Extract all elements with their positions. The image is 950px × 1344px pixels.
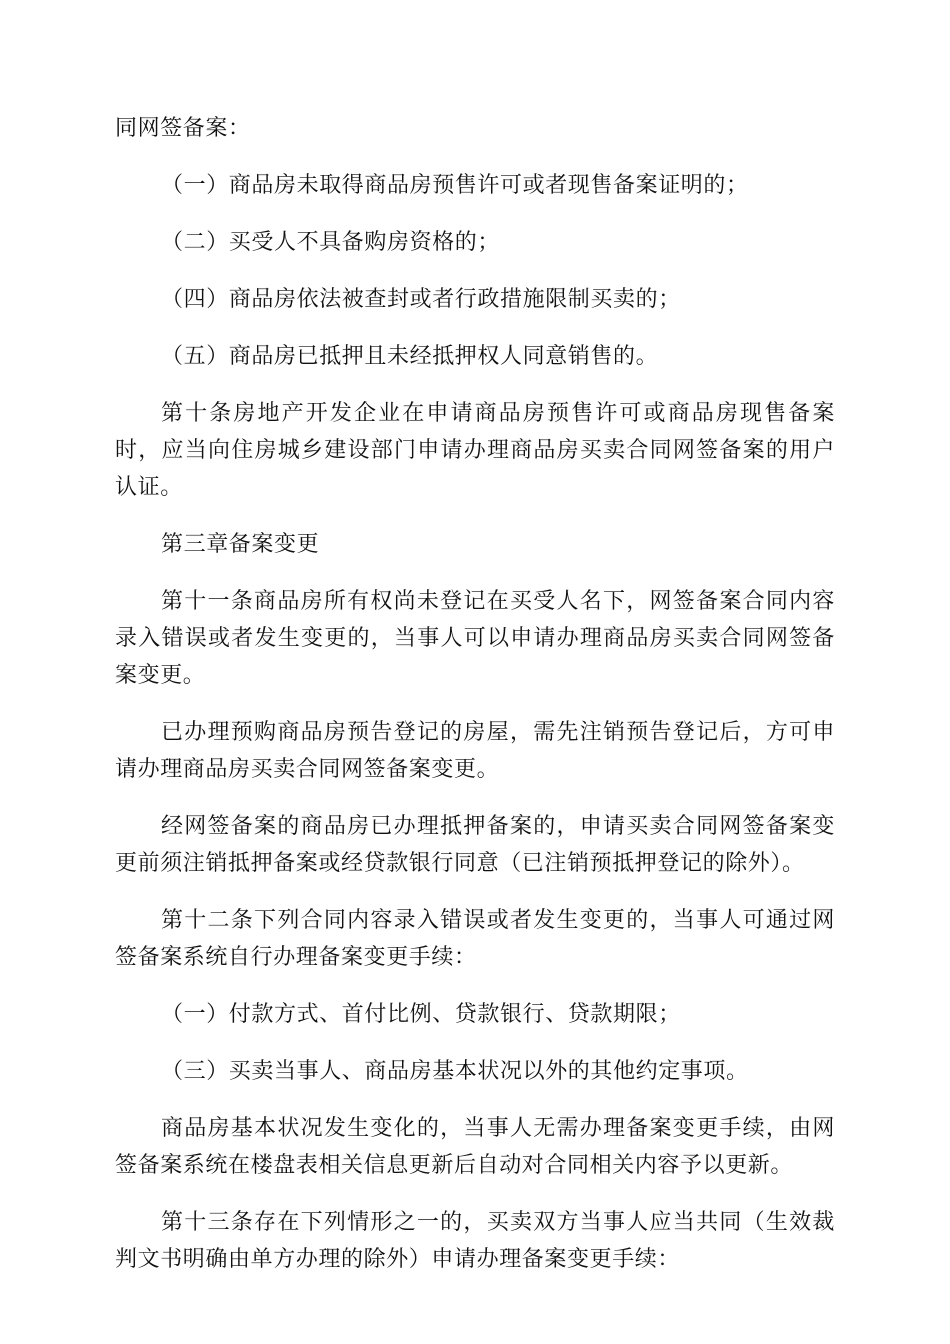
article-11-para-3: 经网签备案的商品房已办理抵押备案的，申请买卖合同网签备案变更前须注销抵押备案或经贷款银行同意（已注销预抵押登记的除外）。	[115, 814, 835, 876]
article-10: 第十条房地产开发企业在申请商品房预售许可或商品房现售备案时，应当向住房城乡建设部门申请办理商品房买卖合同网签备案的用户认证。	[115, 401, 835, 500]
document-body	[115, 110, 835, 1298]
article-11: 第十一条商品房所有权尚未登记在买受人名下，网签备案合同内容录入错误或者发生变更的，当事人可以申请办理商品房买卖合同网签备案变更。	[115, 589, 835, 688]
list-item-2: （二）买受人不具备购房资格的；	[161, 230, 501, 255]
list-item-1: （一）商品房未取得商品房预售许可或者现售备案证明的；	[161, 173, 749, 198]
chapter-heading: 第三章备案变更	[161, 532, 320, 557]
article-11-para-2: 已办理预购商品房预告登记的房屋，需先注销预告登记后，方可申请办理商品房买卖合同网签备案变更。	[115, 720, 835, 782]
list-item-4: （四）商品房依法被查封或者行政措施限制买卖的；	[161, 287, 681, 312]
article-12-item-1: （一）付款方式、首付比例、贷款银行、贷款期限；	[161, 1002, 681, 1027]
article-13: 第十三条存在下列情形之一的，买卖双方当事人应当共同（生效裁判文书明确由单方办理的除外）申请办理备案变更手续：	[115, 1210, 835, 1272]
article-12-item-3: （三）买卖当事人、商品房基本状况以外的其他约定事项。	[161, 1059, 749, 1084]
paragraph-continuation: 同网签备案：	[115, 116, 251, 141]
article-12: 第十二条下列合同内容录入错误或者发生变更的，当事人可通过网签备案系统自行办理备案变更手续：	[115, 908, 835, 970]
list-item-5: （五）商品房已抵押且未经抵押权人同意销售的。	[161, 344, 659, 369]
article-12-note: 商品房基本状况发生变化的，当事人无需办理备案变更手续，由网签备案系统在楼盘表相关信息更新后自动对合同相关内容予以更新。	[115, 1116, 835, 1178]
